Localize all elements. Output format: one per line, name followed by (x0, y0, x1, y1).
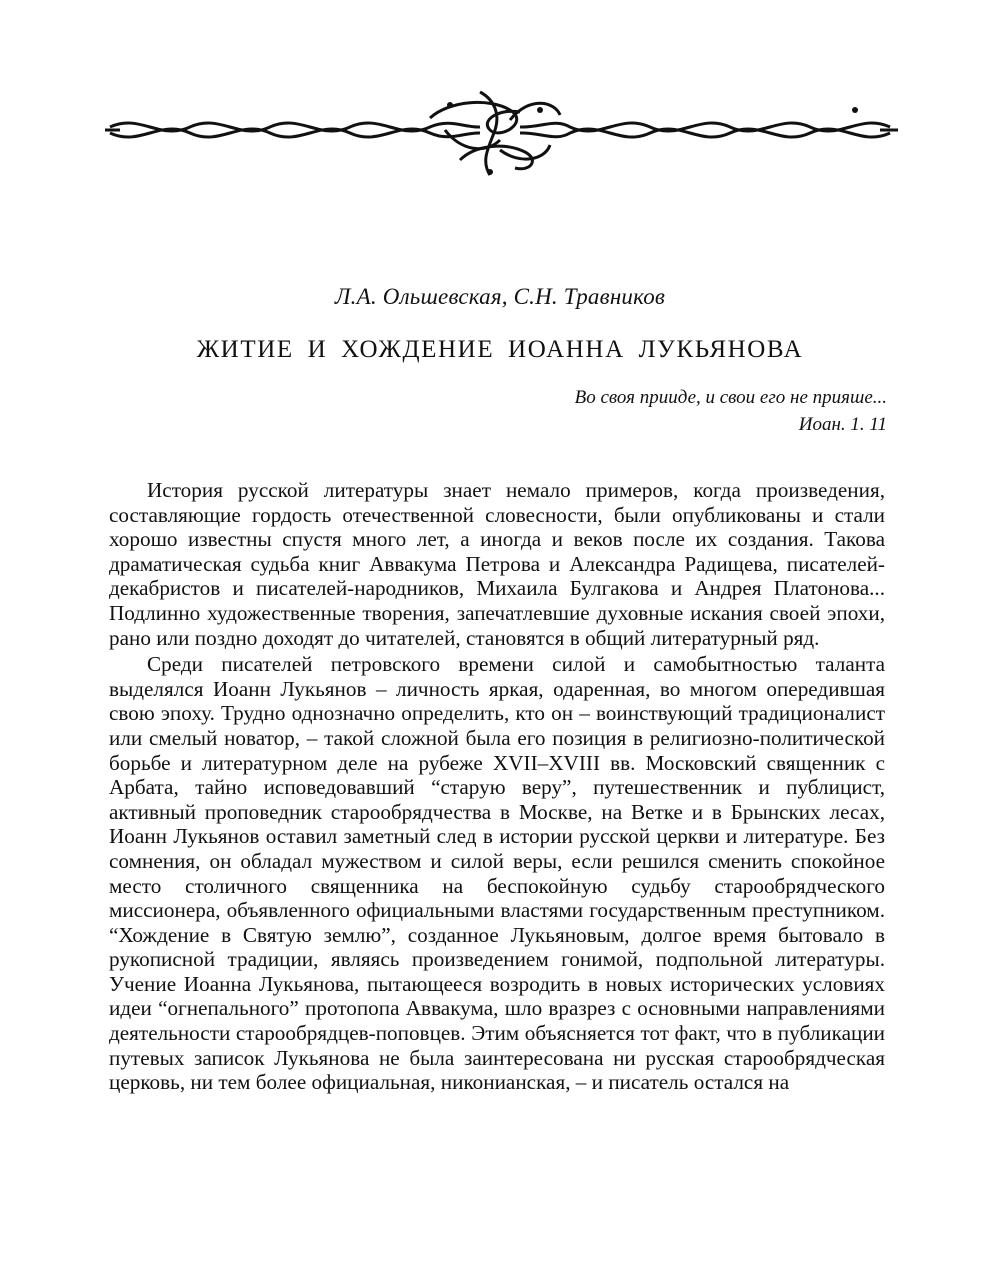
authors: Л.А. Ольшевская, С.Н. Травников (334, 284, 666, 309)
knotwork-ornament-icon (100, 80, 900, 180)
epigraph-source: Иоан. 1. 11 (798, 414, 887, 435)
epigraph-quote: Во своя прииде, и свои его не прияше... (574, 387, 887, 408)
article-title: ЖИТИЕ И ХОЖДЕНИЕ ИОАННА ЛУКЬЯНОВА (196, 336, 804, 363)
epigraph (575, 384, 887, 438)
paragraph: История русской литературы знает немало примеров, когда произведения, составляющие гордость отечественной словесности, были опубликованы и стали хорошо известны спустя много лет, а иногда и веков после их создания. Такова драматическая судьба книг Аввакума Петрова и Александра Радищева, писателей-декабристов и писателей-народников, Михаила Булгакова и Андрея Платонова... Подлинно художественные творения, запечатлевшие духовные искания своей эпохи, рано или поздно доходят до читателей, становятся в общий литературный ряд. (109, 478, 885, 650)
body-text (109, 478, 885, 1095)
paragraph: Среди писателей петровского времени силой и самобытностью таланта выделялся Иоанн Лукьянов – личность яркая, одаренная, во многом опередившая свою эпоху. Трудно однозначно определить, кто он – воинствующий традиционалист или смелый новатор, – такой сложной была его позиция в религиозно-политической борьбе и литературном деле на рубеже XVII–XVIII вв. Московский священник с Арбата, тайно исповедовавший “старую веру”, путешественник и публицист, активный проповедник старообрядчества в Москве, на Ветке и в Брынских лесах, Иоанн Лукьянов оставил заметный след в истории русской церкви и литературе. Без сомнения, он обладал мужеством и силой веры, если решился сменить спокойное место столичного священника на беспокойную судьбу старообрядческого миссионера, объявленного официальными властями государственным преступником. “Хождение в Святую землю”, созданное Лукьяновым, долгое время бытовало в рукописной традиции, являясь произведением гонимой, подпольной литературы. Учение Иоанна Лукьянова, пытающееся возродить в новых исторических условиях идеи “огнепального” протопопа Аввакума, шло вразрез с основными направлениями деятельности старообрядцев-поповцев. Этим объясняется тот факт, что в публикации путевых записок Лукьянова не была заинтересована ни русская старообрядческая церковь, ни тем более официальная, никонианская, – и писатель остался на (109, 652, 885, 1095)
